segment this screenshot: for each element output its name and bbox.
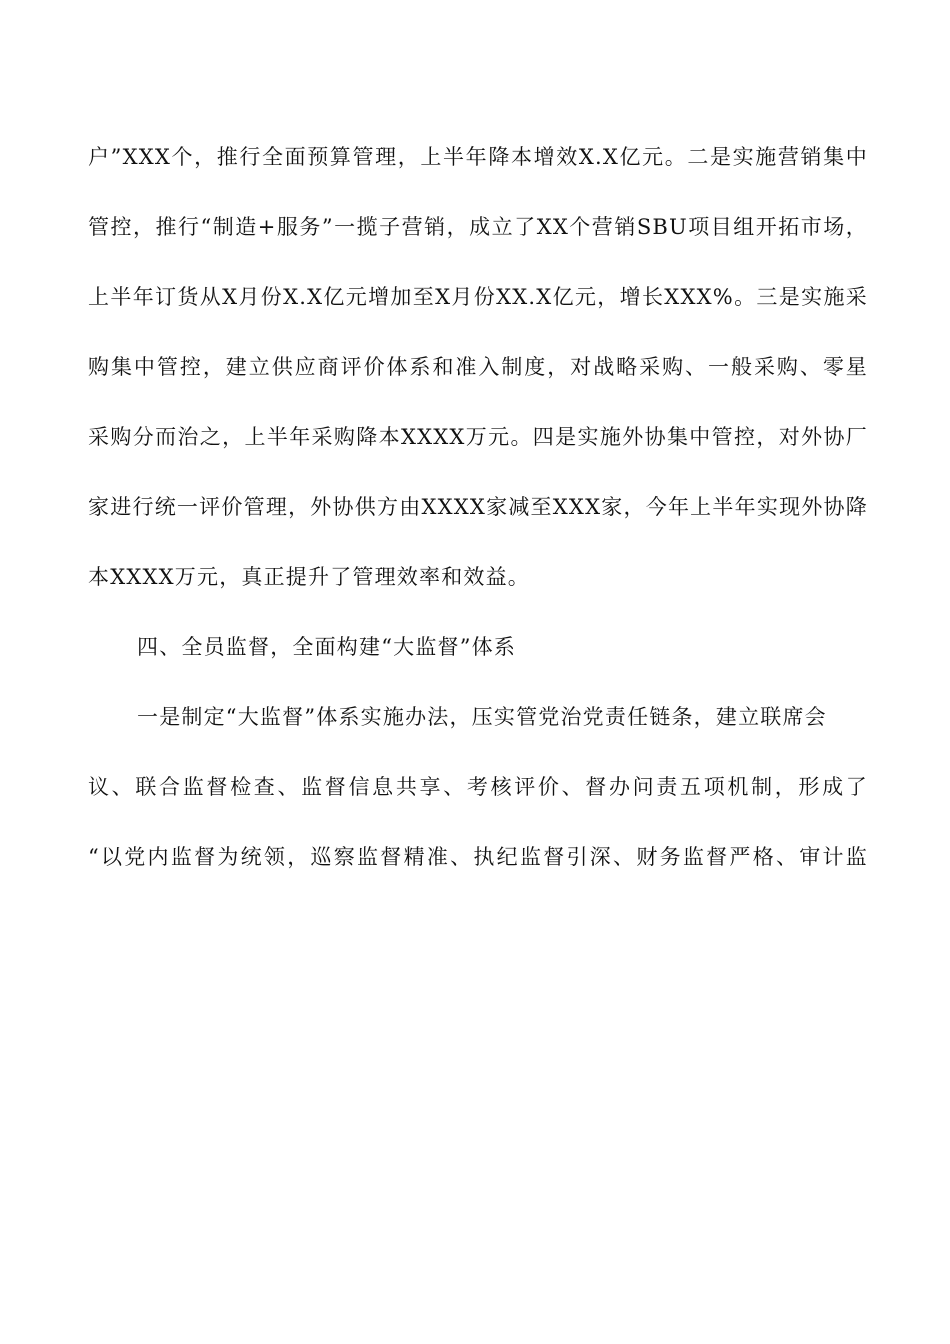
paragraph-line: 购集中管控，建立供应商评价体系和准入制度，对战略采购、一般采购、零星	[88, 355, 868, 379]
paragraph-line: 本XXXX万元，真正提升了管理效率和效益。	[88, 565, 530, 589]
paragraph-line: 一是制定“大监督”体系实施办法，压实管党治党责任链条，建立联席会	[137, 705, 827, 729]
paragraph-line: “以党内监督为统领，巡察监督精准、执纪监督引深、财务监督严格、审计监	[88, 845, 868, 869]
paragraph-line: 管控，推行“制造+服务”一揽子营销，成立了XX个营销SBU项目组开拓市场，	[88, 215, 868, 239]
paragraph-line: 户”XXX个，推行全面预算管理，上半年降本增效X.X亿元。二是实施营销集中	[88, 145, 868, 169]
section-heading: 四、全员监督，全面构建“大监督”体系	[137, 635, 517, 659]
paragraph-line: 议、联合监督检查、监督信息共享、考核评价、督办问责五项机制，形成了	[88, 775, 868, 799]
paragraph-line: 家进行统一评价管理，外协供方由XXXX家减至XXX家，今年上半年实现外协降	[88, 495, 868, 519]
paragraph-line: 上半年订货从X月份X.X亿元增加至X月份XX.X亿元，增长XXX%。三是实施采	[88, 285, 868, 309]
paragraph-line: 采购分而治之，上半年采购降本XXXX万元。四是实施外协集中管控，对外协厂	[88, 425, 868, 449]
